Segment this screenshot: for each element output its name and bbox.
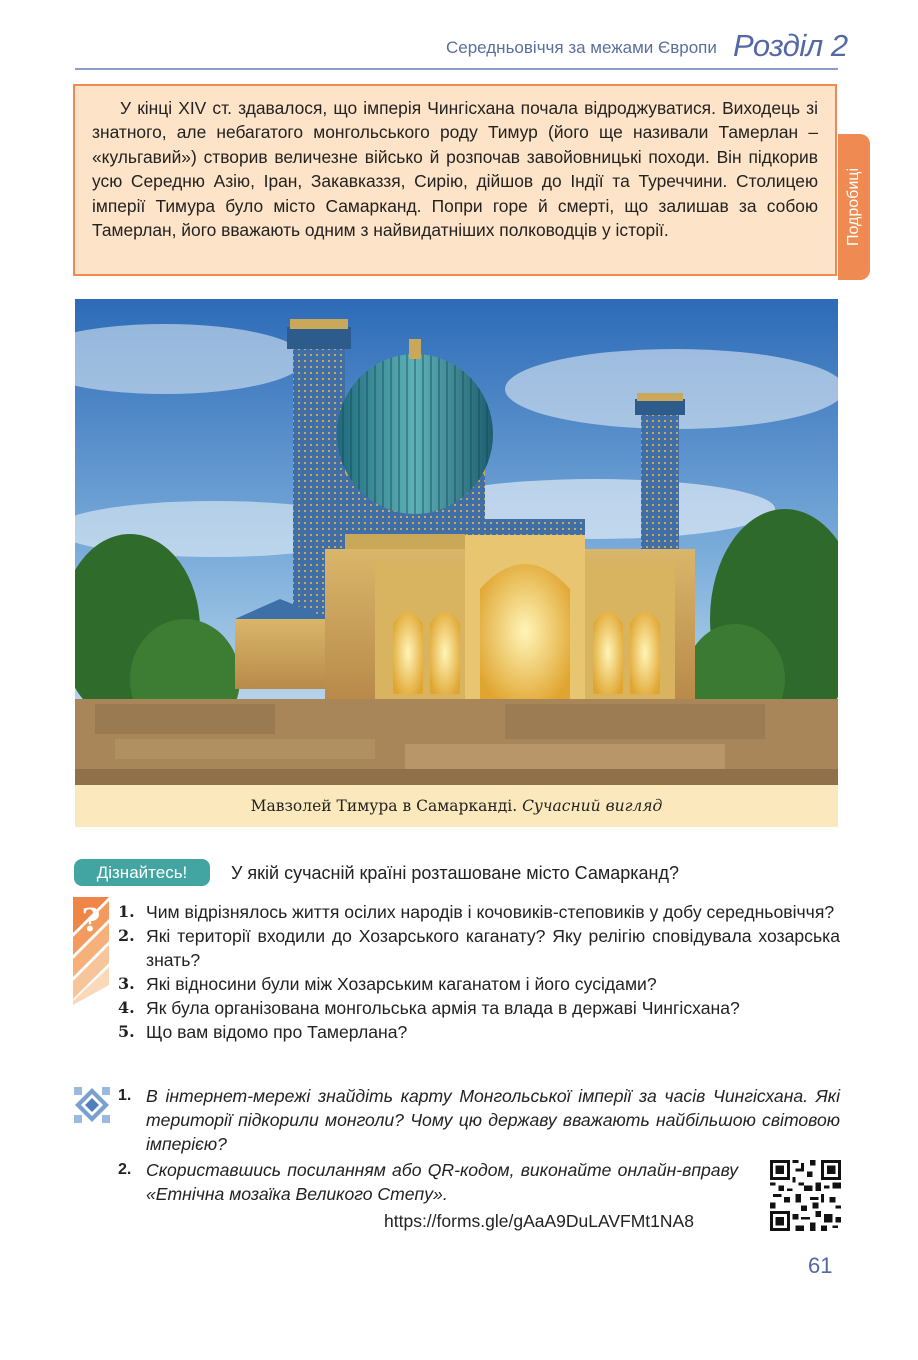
- task-number: 2.: [118, 1161, 132, 1178]
- task-text: В інтернет-мережі знайдіть карту Монгольської імперії за часів Чингісхана. Які території підкорили монголи? Чому цю державу вважають найбільшою світовою імперією?: [146, 1086, 840, 1154]
- ornament-task-icon: [74, 1087, 110, 1123]
- details-tab-label: Подробиці: [845, 168, 862, 246]
- task-link[interactable]: https://forms.gle/gAaA9DuLAVFMt1NA8: [384, 1211, 694, 1231]
- question-number: 4.: [118, 998, 135, 1017]
- question-number: 1.: [118, 902, 135, 921]
- question-number: 5.: [118, 1022, 135, 1041]
- task-item: [118, 1084, 840, 1156]
- caption-main: Мавзолей Тимура в Самарканді.: [250, 797, 518, 815]
- learn-question: У якій сучасній країні розташоване місто Самарканд?: [231, 863, 680, 883]
- question-number: 3.: [118, 974, 135, 993]
- task-item: [118, 1158, 840, 1206]
- question-text: Які відносини були між Хозарським каганатом і його сусідами?: [146, 974, 657, 994]
- task-number: 1.: [118, 1087, 132, 1104]
- question-mark-icon: [73, 897, 109, 1005]
- figure-caption: [75, 785, 838, 827]
- practical-tasks: [118, 1084, 840, 1206]
- question-text: Що вам відомо про Тамерлана?: [146, 1022, 408, 1042]
- mausoleum-illustration: [75, 299, 838, 785]
- question-item: [118, 1020, 840, 1044]
- task-text: Скориставшись посиланням або QR-кодом, виконайте онлайн-вправу «Етнічна мозаїка Великого Степу».: [146, 1160, 738, 1204]
- question-number: 2.: [118, 926, 135, 945]
- svg-text:?: ?: [81, 901, 101, 939]
- header-divider: [75, 68, 838, 70]
- question-item: [118, 924, 840, 972]
- page-number: 61: [808, 1253, 833, 1278]
- question-text: Чим відрізнялось життя осілих народів і кочовиків-степовиків у добу середньовіччя?: [146, 902, 835, 922]
- mausoleum-photo: [75, 299, 838, 785]
- caption-italic: Сучасний вигляд: [522, 797, 663, 815]
- question-text: Які території входили до Хозарського каганату? Яку релігію сповідувала хозарська знать?: [146, 926, 840, 970]
- details-text: У кінці XIV ст. здавалося, що імперія Чингісхана почала відроджуватися. Виходець зі знатного, але небагатого монгольського роду Тимур (його ще називали Тамерлан – «кульгавий») створив величезне військо й розпочав завойовницькі походи. Він підкорив усю Середню Азію, Іран, Закавказзя, Сирію, дійшов до Індії та Туреччини. Столицею імперії Тимура було місто Самарканд. Попри горе й смерті, що залишав за собою Тамерлан, його вважають одним з найвидатніших полководців у історії.: [92, 98, 818, 241]
- qr-code[interactable]: [770, 1160, 841, 1231]
- section-title: Розділ 2: [733, 28, 848, 63]
- question-item: [118, 900, 840, 924]
- running-header-subtitle: Середньовіччя за межами Європи: [446, 38, 717, 57]
- details-box: [73, 84, 837, 276]
- review-questions: [118, 900, 840, 1044]
- question-item: [118, 996, 840, 1020]
- learn-badge: Дізнайтесь!: [74, 859, 210, 886]
- question-text: Як була організована монгольська армія та влада в державі Чингісхана?: [146, 998, 740, 1018]
- details-side-tab: [838, 134, 870, 280]
- question-item: [118, 972, 840, 996]
